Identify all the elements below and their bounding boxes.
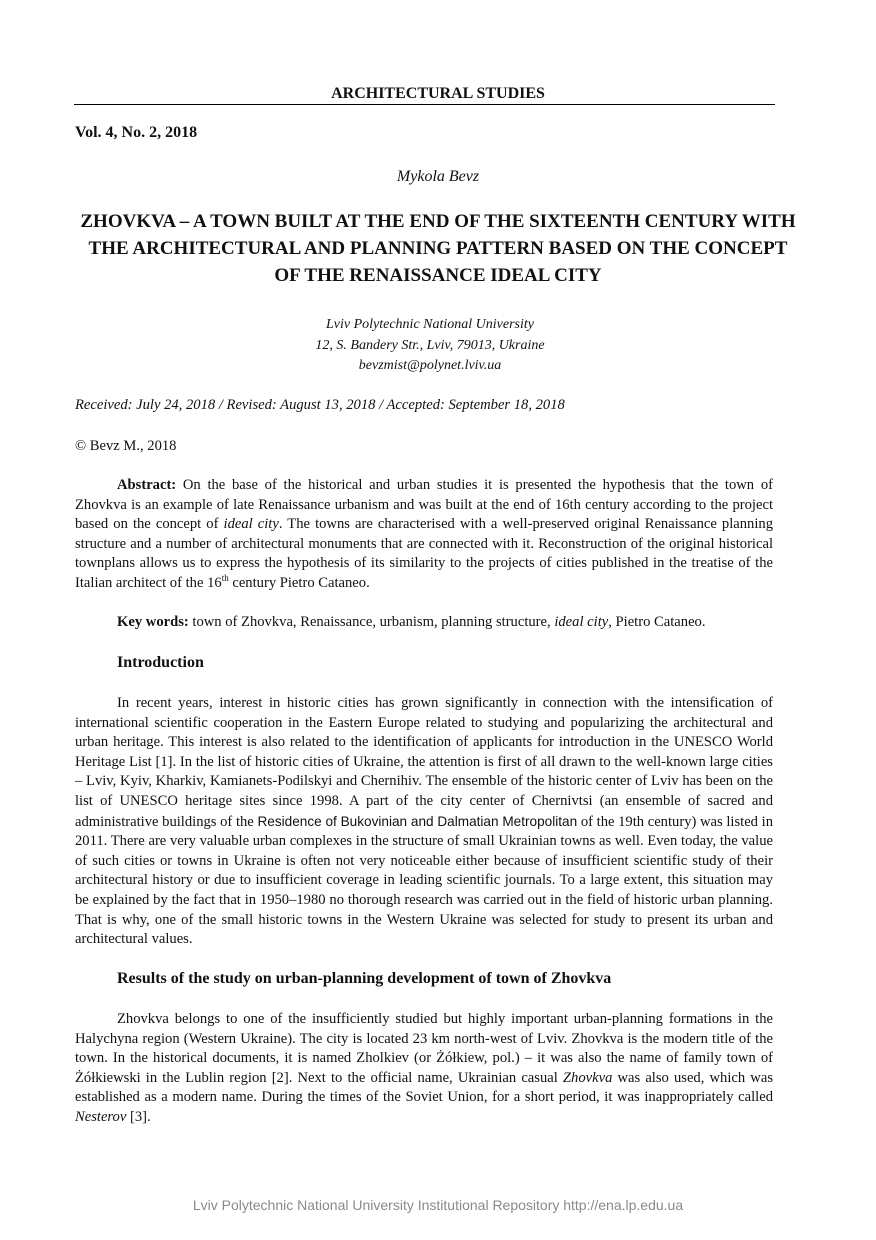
results-paragraph <box>75 1010 773 1128</box>
keywords-text-b: , Pietro Cataneo. <box>608 614 706 630</box>
affiliation-institution: Lviv Polytechnic National University <box>325 317 534 332</box>
abstract-superscript: th <box>221 573 229 584</box>
copyright: © Bevz M., 2018 <box>75 438 177 454</box>
results-text-c: [3]. <box>126 1108 151 1125</box>
intro-text-a: In recent years, interest in historic cities has grown significantly in connection with the intensification of international scientific cooperation in the Eastern Europe related to studying and popularizing the architectural and urban heritage. This interest is also related to the identification of applicants for introduction in the UNESCO World Heritage List [1]. In the list of historic cities of Ukraine, the attention is first of all drawn to the well-known large cities – Lviv, Kyiv, Kharkiv, Kamianets-Podilskyi and Chernihiv. The ensemble of the historic center of Lviv has been on the list of UNESCO heritage sites since 1998. A part of the city center of Chernivtsi (an ensemble of sacred and administrative buildings of the <box>75 695 773 830</box>
results-heading: Results of the study on urban-planning development of town of Zhovkva <box>117 970 612 987</box>
journal-name: ARCHITECTURAL STUDIES <box>331 85 545 102</box>
volume-info: Vol. 4, No. 2, 2018 <box>75 124 198 141</box>
results-emphasis-zhovkva: Zhovkva <box>562 1069 613 1086</box>
results-emphasis-nesterov: Nesterov <box>75 1108 127 1125</box>
article-title: ZHOVKVA – A TOWN BUILT AT THE END OF THE SIXTEENTH CENTURY WITH THE ARCHITECTURAL AND PLANNING PATTERN BASED ON THE CONCEPT OF THE RENAISSANCE IDEAL CITY <box>80 211 796 286</box>
results-text-a: Zhovkva belongs to one of the insufficiently studied but highly important urban-planning formations in the Halychyna region (Western Ukraine). The city is located 23 km north-west of Lviv. Zhovkva is the modern title of the town. In the historical documents, it is named Zholkiev (or Żółkiew, pol.) – it was also the name of family town of Żółkiewski in the Lublin region [2]. Next to the official name, Ukrainian casual <box>75 1011 773 1086</box>
header-rule <box>74 104 775 105</box>
introduction-heading: Introduction <box>117 654 204 671</box>
author-name: Mykola Bevz <box>396 168 480 185</box>
keywords-emphasis: ideal city <box>554 614 609 630</box>
repository-footer: Lviv Polytechnic National University Institutional Repository http://ena.lp.edu.ua <box>192 1197 684 1213</box>
article-dates: Received: July 24, 2018 / Revised: August 13, 2018 / Accepted: September 18, 2018 <box>75 397 565 413</box>
abstract-text-a: On the base of the historical and urban studies it is presented the hypothesis that the town of Zhovkva is an example of late Renaissance urbanism and was built at the end of 16th century according to the project based on the concept of <box>75 477 773 533</box>
intro-residence-name: Residence of Bukovinian and Dalmatian Metropolitan <box>257 813 578 829</box>
abstract-paragraph <box>75 476 773 594</box>
abstract-emphasis: ideal city <box>223 516 279 533</box>
introduction-paragraph <box>75 694 773 950</box>
keywords-paragraph <box>75 613 773 633</box>
intro-text-b: of the 19th century) was listed in 2011. There are very valuable urban complexes in the structure of small Ukrainian towns as well. Even today, the value of such cities or towns in Ukraine is often not very noticeable either because of insufficient scientific study of their architectural history or due to insufficient coverage in leading scientific journals. To a large extent, this situation may be explained by the fact that in 1950–1980 no thorough research was carried out in the field of historic urban planning. That is why, one of the small historic towns in the Western Ukraine was selected for study to present its urban and architectural values. <box>75 813 773 948</box>
abstract-text-b: . The towns are characterised with a well-preserved original Renaissance planning structure and a number of architectural monuments that are connected with it. Reconstruction of the original historical townplans allows us to express the hypothesis of its similarity to the projects of cities published in the treatise of the Italian architect of the 16 <box>75 516 773 591</box>
author-email[interactable]: bevzmist@polynet.lviv.ua <box>358 358 502 373</box>
keywords-label: Key words: <box>117 614 189 630</box>
results-text-b: was also used, which was established as a modern name. During the times of the Soviet Union, for a short period, it was inappropriately called <box>75 1069 773 1106</box>
keywords-text-a: town of Zhovkva, Renaissance, urbanism, planning structure, <box>188 614 555 630</box>
abstract-text-c: century Pietro Cataneo. <box>228 574 370 591</box>
abstract-label: Abstract: <box>117 477 177 493</box>
affiliation-address: 12, S. Bandery Str., Lviv, 79013, Ukraine <box>315 338 545 353</box>
